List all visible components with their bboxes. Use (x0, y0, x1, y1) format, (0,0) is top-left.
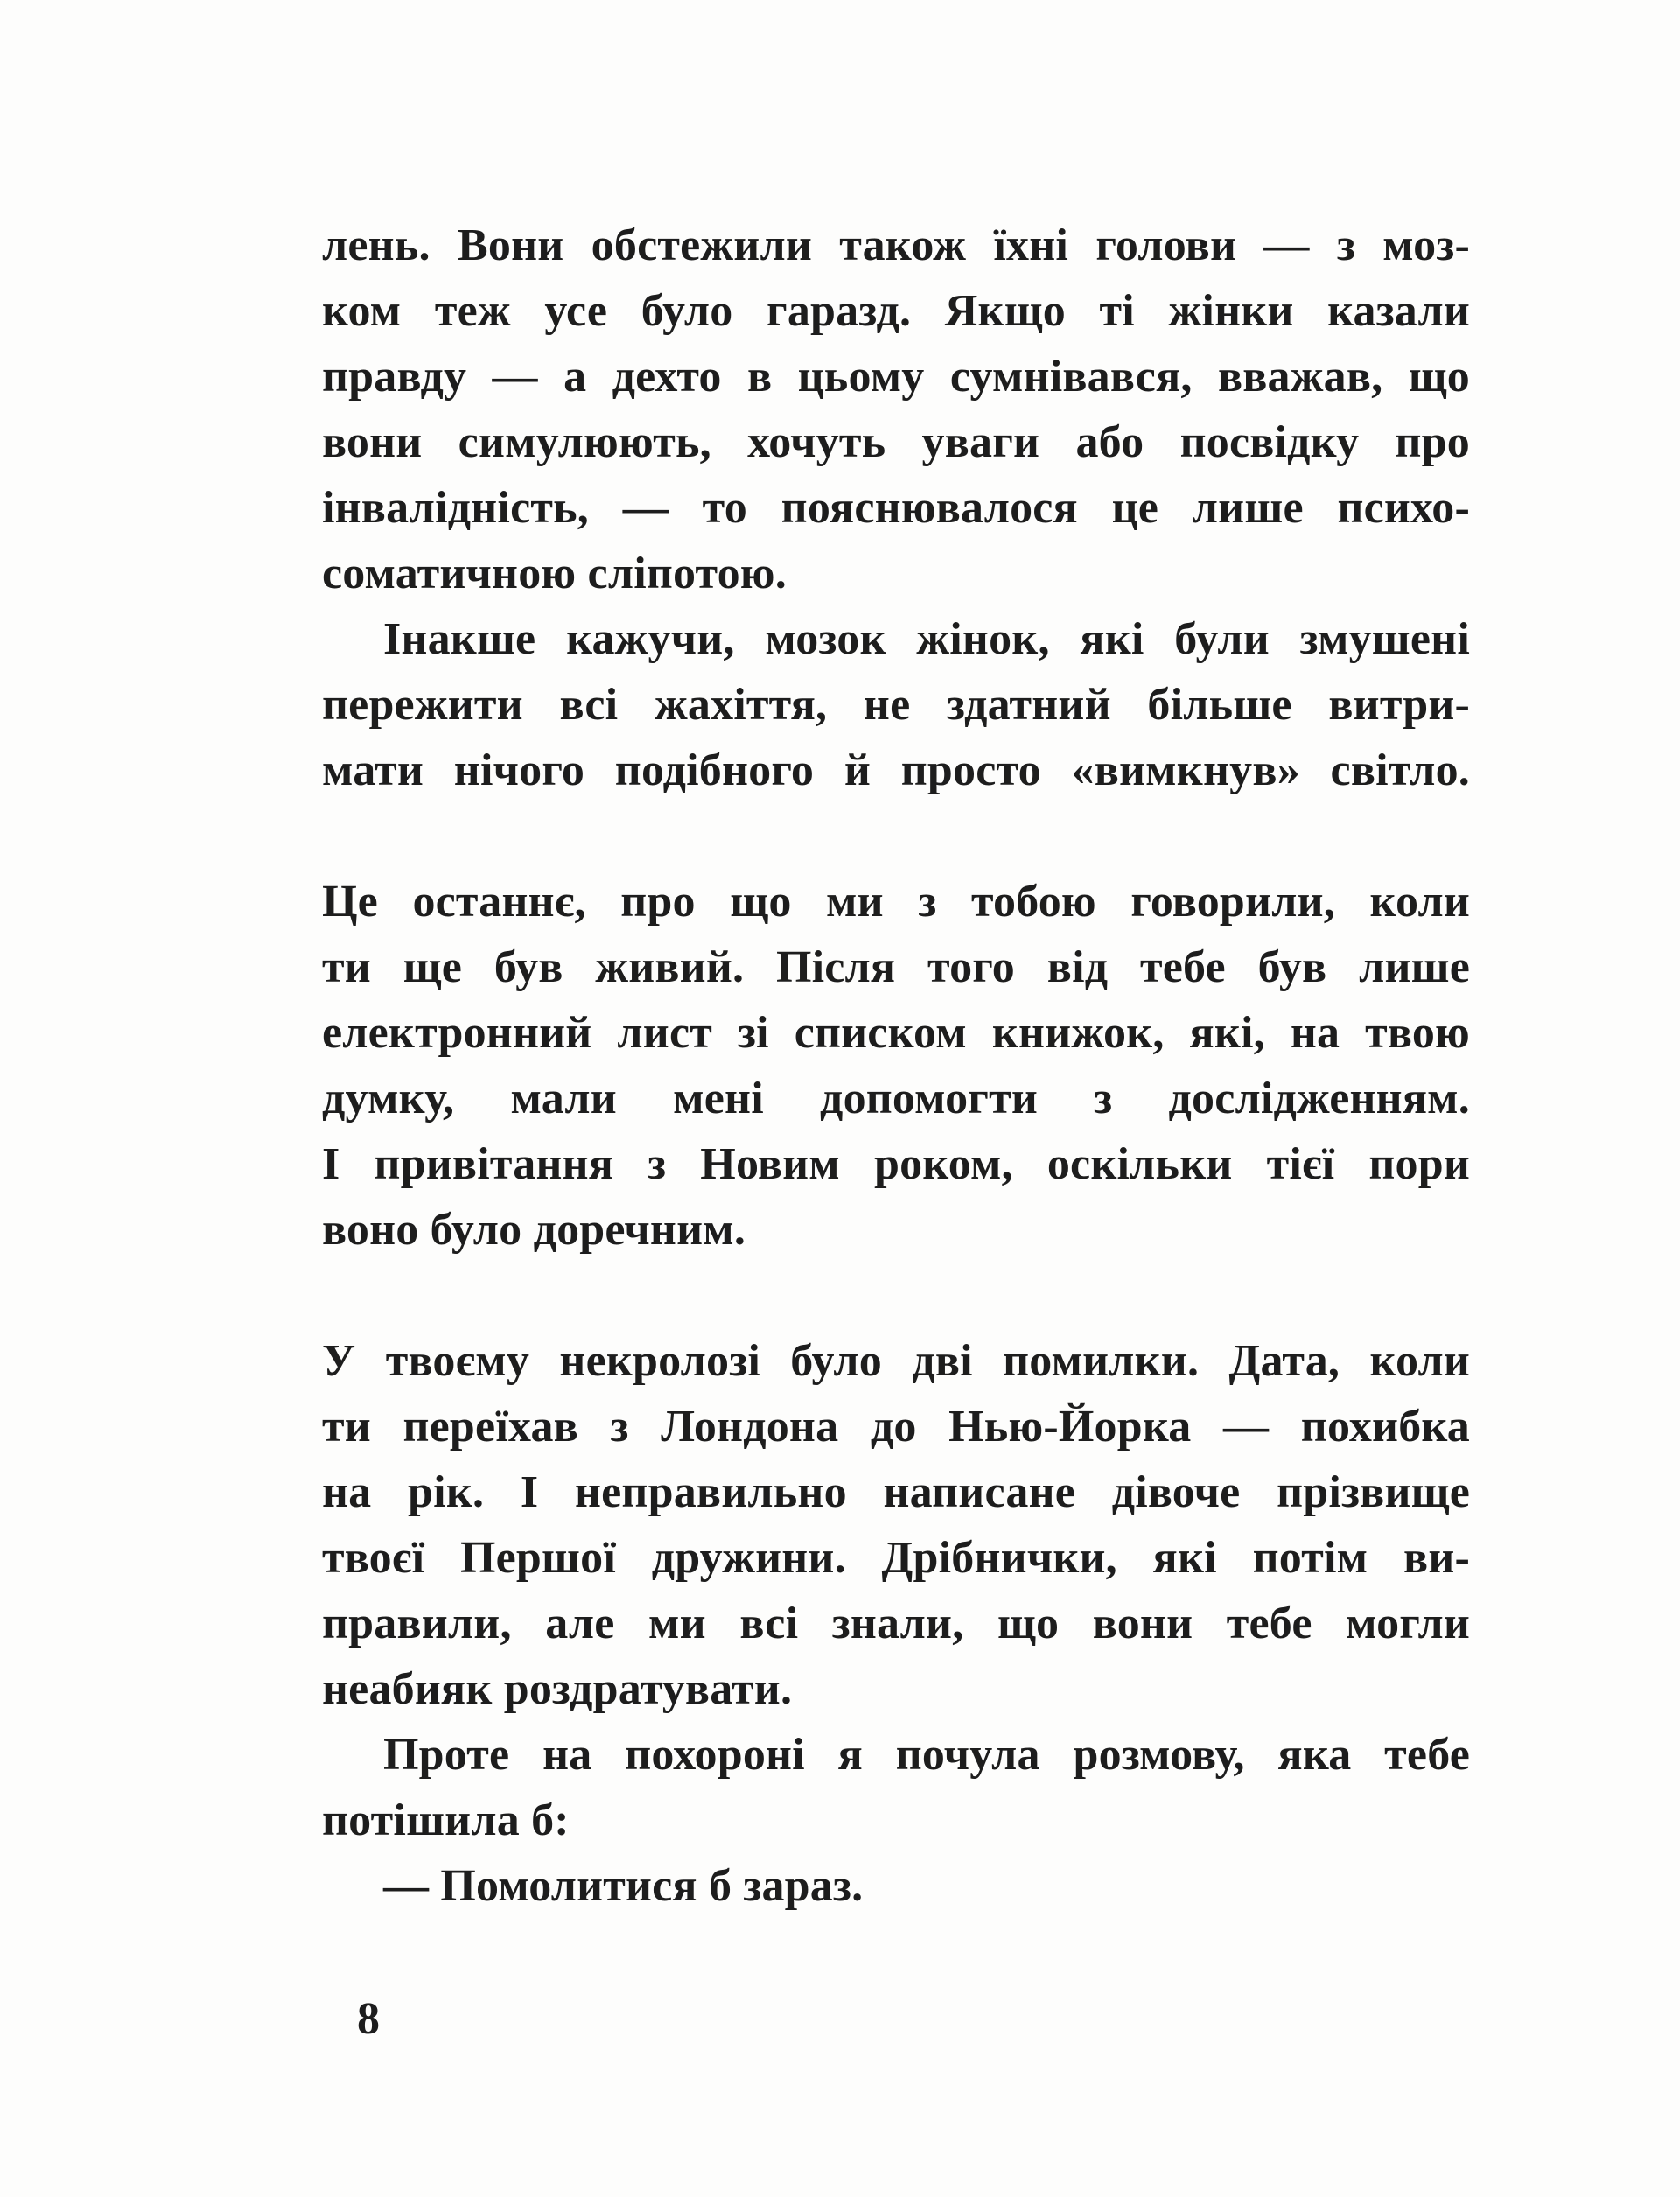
text-line: правили, але ми всі знали, що вони тебе могли (322, 1599, 1470, 1648)
text-line: лень. Вони обстежили також їхні голови — з моз- (322, 220, 1470, 270)
text-line: ти переїхав з Лондона до Нью-Йорка — похибка (322, 1402, 1470, 1452)
text-block (322, 213, 1470, 1919)
text-line: воно було доречним. (322, 1205, 746, 1255)
paragraph-2 (322, 606, 1470, 803)
paragraph-3 (322, 869, 1470, 1263)
text-line: Це останнє, про що ми з тобою говорили, коли (322, 877, 1470, 927)
text-line: Інакше кажучи, мозок жінок, які були змушені (383, 614, 1470, 664)
text-line: мати нічого подібного й просто «вимкнув» світло. (322, 745, 1470, 795)
text-line: — Помолитися б зараз. (383, 1861, 864, 1911)
paragraph-1 (322, 213, 1470, 606)
text-line: потішила б: (322, 1795, 570, 1845)
text-line: на рік. І неправильно написане дівоче прізвище (322, 1467, 1470, 1517)
text-line: неабияк роздратувати. (322, 1664, 793, 1714)
text-line: ком теж усе було гаразд. Якщо ті жінки казали (322, 286, 1470, 336)
page-number: 8 (357, 1994, 380, 2044)
text-line: Проте на похороні я почула розмову, яка тебе (383, 1730, 1470, 1780)
paragraph-4 (322, 1328, 1470, 1722)
text-line: інвалідність, — то пояснювалося це лише психо- (322, 483, 1470, 533)
text-line: пережити всі жахіття, не здатний більше витри- (322, 680, 1470, 730)
text-line: У твоєму некролозі було дві помилки. Дата, коли (322, 1336, 1470, 1386)
text-line: електронний лист зі списком книжок, які, на твою (322, 1008, 1470, 1058)
text-line: ти ще був живий. Після того від тебе був лише (322, 942, 1470, 992)
text-line: думку, мали мені допомогти з дослідженням. (322, 1074, 1470, 1123)
text-line: І привітання з Новим роком, оскільки тієї пори (322, 1139, 1470, 1189)
text-line: соматичною сліпотою. (322, 549, 787, 598)
paragraph-5 (322, 1722, 1470, 1853)
text-line: правду — а дехто в цьому сумнівався, вважав, що (322, 352, 1470, 402)
paragraph-6 (322, 1853, 1470, 1919)
text-line: вони симулюють, хочуть уваги або посвідку про (322, 417, 1470, 467)
text-line: твоєї Першої дружини. Дрібнички, які потім ви- (322, 1533, 1470, 1583)
